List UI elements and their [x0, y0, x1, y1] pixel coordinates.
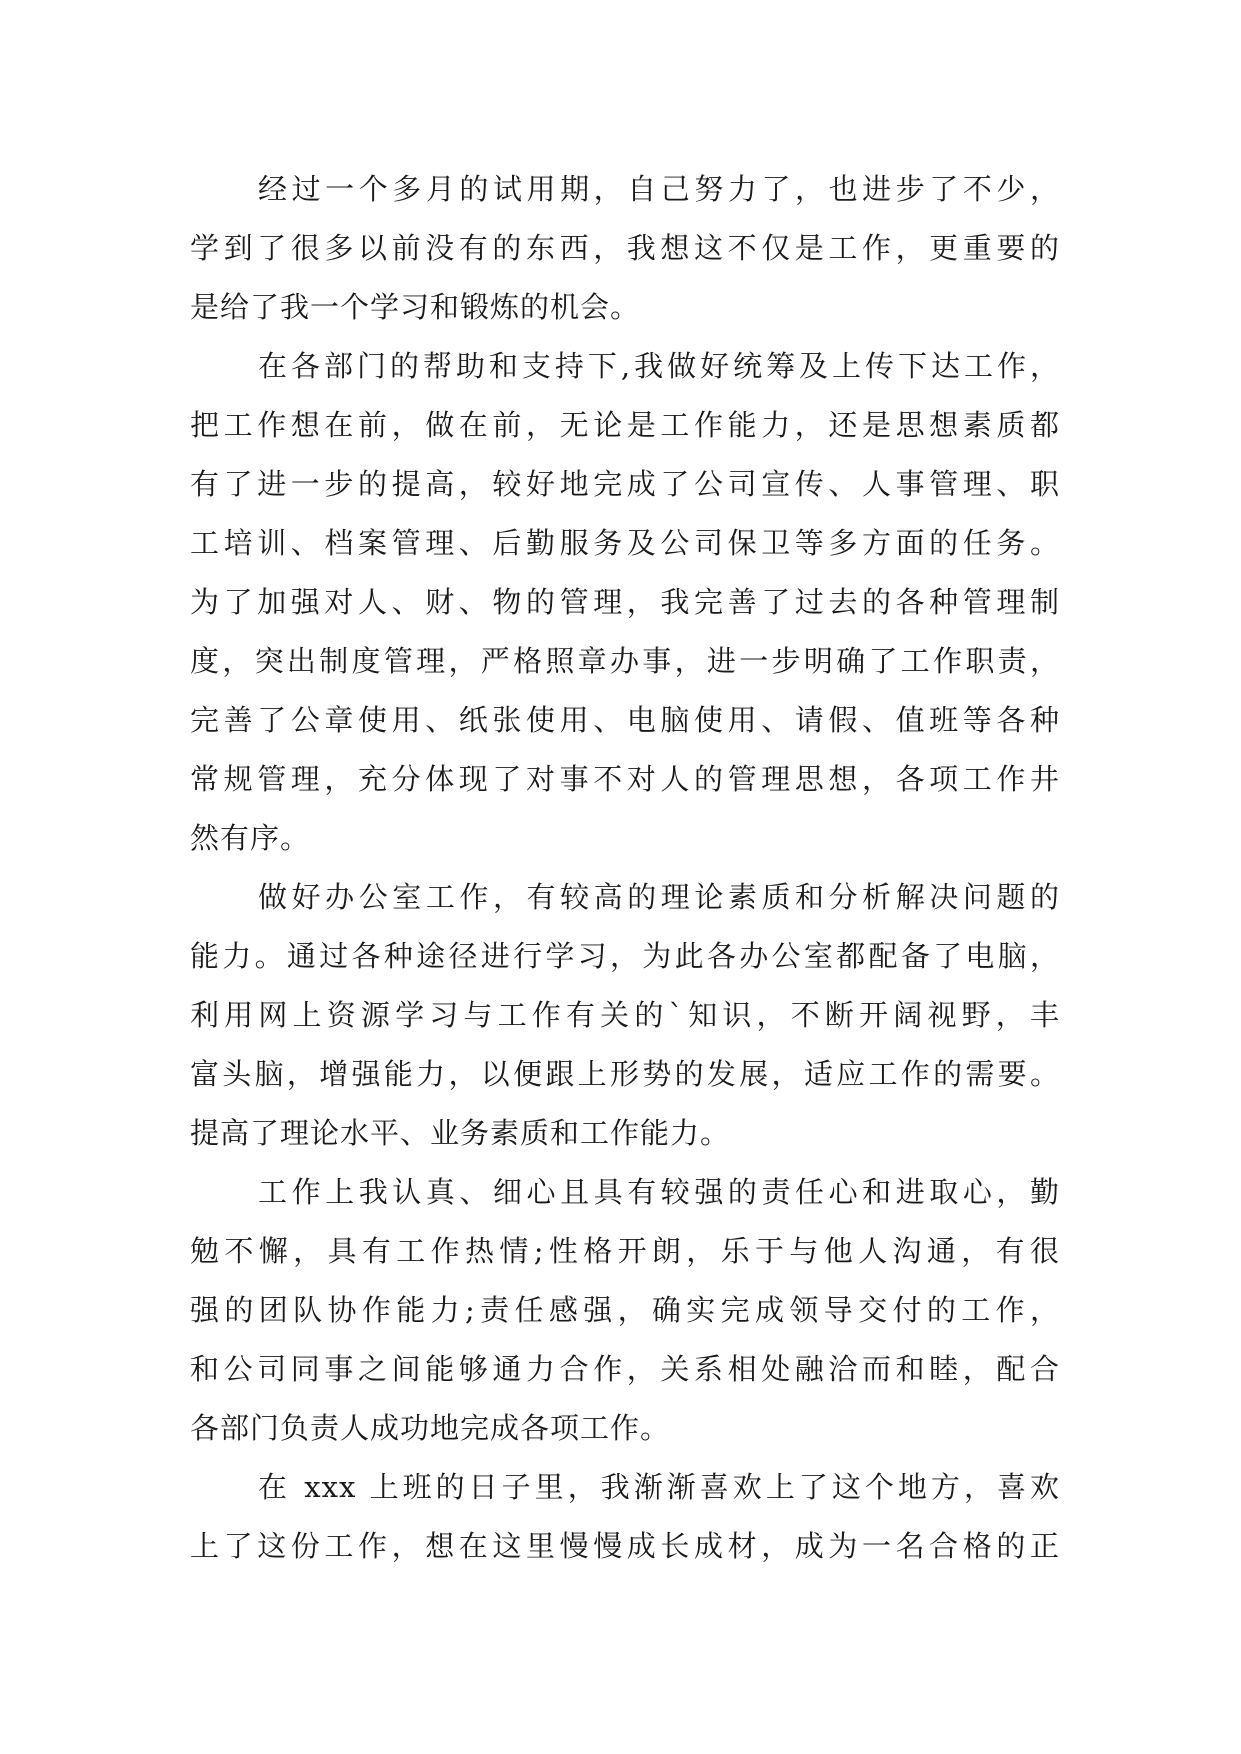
paragraph-line: 然有序。: [190, 821, 311, 855]
paragraph-line: 有了进一步的提高，较好地完成了公司宣传、人事管理、职: [190, 467, 1060, 501]
paragraph-line: 学到了很多以前没有的东西，我想这不仅是工作，更重要的: [190, 231, 1060, 265]
paragraph-line: 和公司同事之间能够通力合作，关系相处融洽而和睦，配合: [190, 1352, 1060, 1386]
paragraph-line: 工作上我认真、细心且具有较强的责任心和进取心，勤: [258, 1175, 1060, 1209]
paragraph-1: [190, 160, 1060, 337]
paragraph-line: 上了这份工作，想在这里慢慢成长成材，成为一名合格的正: [190, 1529, 1060, 1563]
paragraph-5: [190, 1458, 1060, 1576]
paragraph-3: [190, 868, 1060, 1163]
paragraph-line: 富头脑，增强能力，以便跟上形势的发展，适应工作的需要。: [190, 1057, 1060, 1091]
paragraph-line: 完善了公章使用、纸张使用、电脑使用、请假、值班等各种: [190, 703, 1060, 737]
paragraph-line: 在各部门的帮助和支持下,我做好统筹及上传下达工作，: [258, 349, 1060, 383]
paragraph-line: 经过一个多月的试用期，自己努力了，也进步了不少，: [258, 172, 1060, 206]
paragraph-2: [190, 337, 1060, 868]
document-body: [190, 160, 1060, 1576]
paragraph-line: 各部门负责人成功地完成各项工作。: [190, 1411, 671, 1445]
paragraph-line: 把工作想在前，做在前，无论是工作能力，还是思想素质都: [190, 408, 1060, 442]
paragraph-line: 度，突出制度管理，严格照章办事，进一步明确了工作职责，: [190, 644, 1060, 678]
paragraph-line: 提高了理论水平、业务素质和工作能力。: [190, 1116, 731, 1150]
paragraph-line: 是给了我一个学习和锻炼的机会。: [190, 290, 641, 324]
paragraph-line: 强的团队协作能力;责任感强，确实完成领导交付的工作，: [190, 1293, 1060, 1327]
paragraph-line: 能力。通过各种途径进行学习，为此各办公室都配备了电脑，: [190, 939, 1060, 973]
paragraph-line: 利用网上资源学习与工作有关的`知识，不断开阔视野，丰: [190, 998, 1060, 1032]
paragraph-line: 常规管理，充分体现了对事不对人的管理思想，各项工作井: [190, 762, 1060, 796]
paragraph-line: 工培训、档案管理、后勤服务及公司保卫等多方面的任务。: [190, 526, 1060, 560]
paragraph-4: [190, 1163, 1060, 1458]
paragraph-line: 勉不懈，具有工作热情;性格开朗，乐于与他人沟通，有很: [190, 1234, 1060, 1268]
paragraph-line: 做好办公室工作，有较高的理论素质和分析解决问题的: [258, 880, 1060, 914]
paragraph-line: 在 xxx 上班的日子里，我渐渐喜欢上了这个地方，喜欢: [258, 1470, 1060, 1504]
paragraph-line: 为了加强对人、财、物的管理，我完善了过去的各种管理制: [190, 585, 1060, 619]
